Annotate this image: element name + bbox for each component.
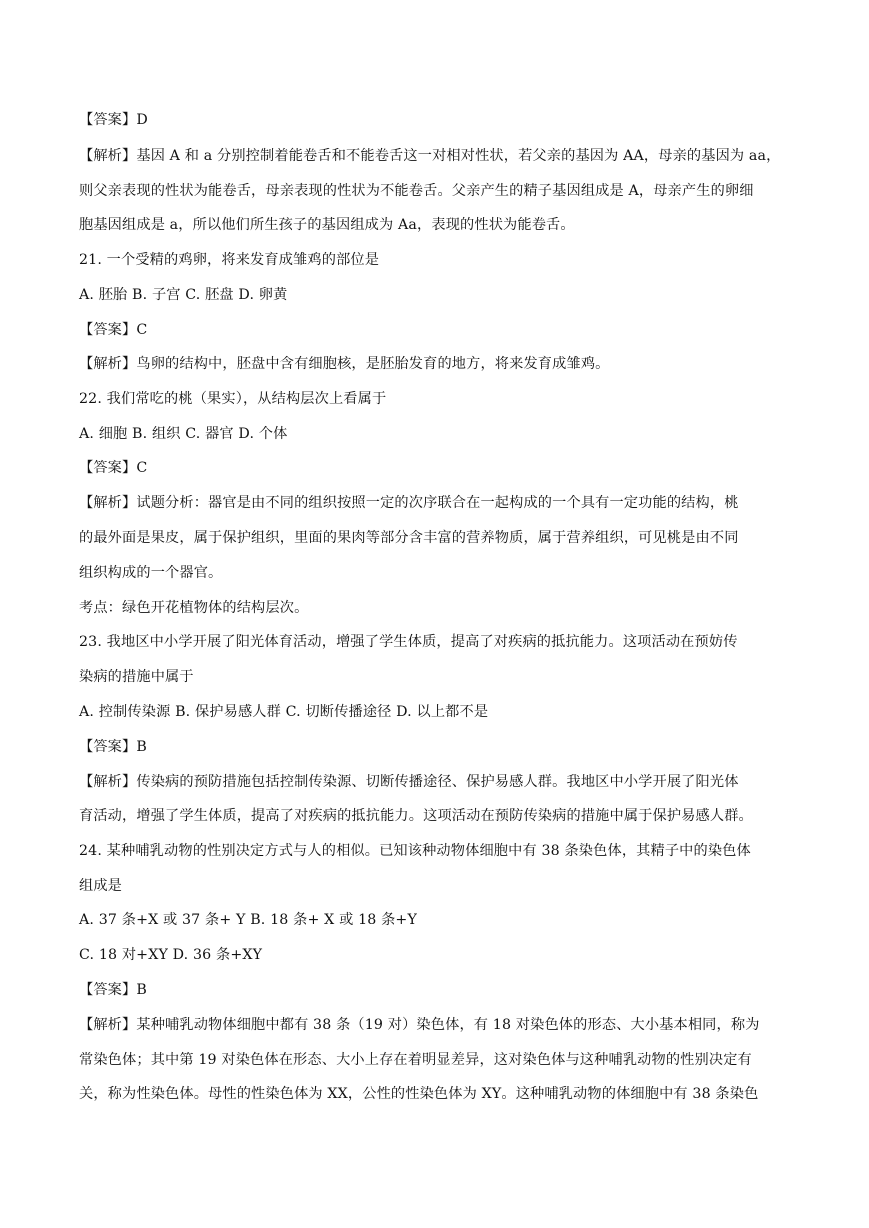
analysis-line: 的最外面是果皮，属于保护组织，里面的果肉等部分含丰富的营养物质，属于营养组织，可见桃是由不同: [79, 530, 739, 546]
answer-line-20: 【答案】D: [79, 112, 148, 128]
question-24-options: C. 18 对+XY D. 36 条+XY: [79, 947, 263, 963]
analysis-line: 胞基因组成是 a，所以他们所生孩子的基因组成为 Aa，表现的性状为能卷舌。: [79, 217, 575, 233]
analysis-line: 则父亲表现的性状为能卷舌，母亲表现的性状为不能卷舌。父亲产生的精子基因组成是 A，母亲产生的卵细: [79, 183, 754, 199]
question-22: 22. 我们常吃的桃（果实），从结构层次上看属于: [79, 391, 387, 407]
question-24: 24. 某种哺乳动物的性别决定方式与人的相似。已知该种动物体细胞中有 38 条染色体，其精子中的染色体: [79, 843, 751, 859]
analysis-line: 常染色体；其中第 19 对染色体在形态、大小上存在着明显差异，这对染色体与这种哺乳动物的性别决定有: [79, 1052, 752, 1068]
question-24-options: A. 37 条+X 或 37 条+ Y B. 18 条+ X 或 18 条+Y: [79, 912, 417, 928]
question-23: 23. 我地区中小学开展了阳光体育活动，增强了学生体质，提高了对疾病的抵抗能力。这项活动在预妨传: [79, 634, 738, 650]
answer-line-22: 【答案】C: [79, 460, 148, 476]
analysis-line: 组织构成的一个器官。: [79, 565, 223, 581]
analysis-line: 【解析】试题分析：器官是由不同的组织按照一定的次序联合在一起构成的一个具有一定功能的结构，桃: [79, 495, 739, 511]
question-24: 组成是: [79, 878, 123, 894]
question-22-options: A. 细胞 B. 组织 C. 器官 D. 个体: [79, 426, 288, 442]
question-23-options: A. 控制传染源 B. 保护易感人群 C. 切断传播途径 D. 以上都不是: [79, 704, 489, 720]
question-21-options: A. 胚胎 B. 子宫 C. 胚盘 D. 卵黄: [79, 287, 288, 303]
analysis-line: 关，称为性染色体。母性的性染色体为 XX，公性的性染色体为 XY。这种哺乳动物的体细胞中有 38 条染色: [79, 1086, 759, 1102]
answer-line-21: 【答案】C: [79, 322, 148, 338]
analysis-line: 育活动，增强了学生体质，提高了对疾病的抵抗能力。这项活动在预防传染病的措施中属于保护易感人群。: [79, 808, 753, 824]
knowledge-point: 考点：绿色开花植物体的结构层次。: [79, 600, 309, 616]
question-23: 染病的措施中属于: [79, 669, 194, 685]
analysis-line: 【解析】传染病的预防措施包括控制传染源、切断传播途径、保护易感人群。我地区中小学开展了阳光体: [79, 774, 739, 790]
analysis-line: 【解析】某种哺乳动物体细胞中都有 38 条（19 对）染色体，有 18 对染色体的形态、大小基本相同，称为: [79, 1017, 760, 1033]
analysis-line: 【解析】鸟卵的结构中，胚盘中含有细胞核，是胚胎发育的地方，将来发育成雏鸡。: [79, 356, 610, 372]
analysis-line: 【解析】基因 A 和 a 分别控制着能卷舌和不能卷舌这一对相对性状，若父亲的基因为 AA，母亲的基因为 aa，: [79, 148, 781, 164]
question-21: 21. 一个受精的鸡卵，将来发育成雏鸡的部位是: [79, 252, 380, 268]
answer-line-23: 【答案】B: [79, 739, 147, 755]
answer-line-24: 【答案】B: [79, 982, 147, 998]
